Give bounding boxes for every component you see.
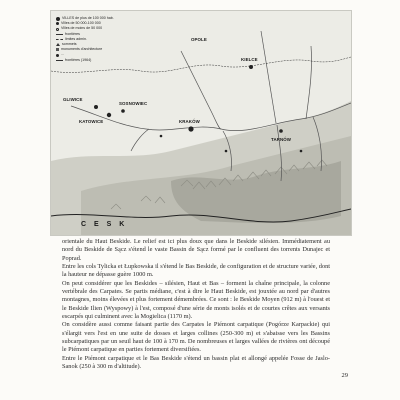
city-medium-icon: [56, 22, 59, 25]
map-legend: [56, 16, 138, 63]
body-text: [62, 238, 330, 372]
legend-row: sommets: [56, 42, 138, 47]
legend-row: VILLES de plus de 100 000 hab.: [56, 16, 138, 21]
legend-row: limites admin.: [56, 37, 138, 42]
paragraph: Entre le Piémont carpatique et le Bas Beskide s'étend un bassin plat et allongé appelée Fosse de Jaslo-Sanok (250 à 300 m d'altitude).: [62, 354, 330, 371]
map-label-kielce: KIELCE: [241, 57, 258, 62]
map-label-sosnowiec: SOSNOWIEC: [119, 101, 148, 106]
line-icon: [56, 60, 63, 61]
city-small-icon: [56, 28, 59, 31]
dashed-line-icon: [56, 39, 63, 40]
page-number: 29: [341, 372, 348, 379]
legend-row: Villes de moins de 50 000: [56, 26, 138, 31]
legend-row: Villes de 50 000-100 000: [56, 21, 138, 26]
legend-row: monuments d'architecture: [56, 47, 138, 52]
city-large-icon: [56, 17, 60, 21]
legend-row: ...: [56, 52, 138, 57]
paragraph: orientale du Haut Beskide. Le relief est ici plus doux que dans le Beskide silésien. Immédiatement au nord du Beskide de Sącz s'étend le vaste Bassin de Sącz formé par le confluent des torrents Dunajec et Poprad.: [62, 238, 330, 262]
map-label-krakow: KRAKÓW: [179, 119, 200, 124]
border-line-icon: [56, 34, 63, 35]
paragraph: On peut considérer que les Beskides – silésien, Haut et Bas – forment la chaîne principale, la colonne vertébrale des Carpates. Se partis médiane, c'est à dire le Haut Beskide, est jouxtée au nord par d'autres montagnes, moins élevées et plus fortement démembrées. Ce sont : le Beskide Moyen (912 m) à l'ouest et le Beskide Ilien (Wyspowy) à l'est, composé d'une série de monts isolés et de courtes crêtes aux versants escarpés qui culminent avec la Mogielica (1170 m).: [62, 279, 330, 321]
map-label-tarnow: TARNÓW: [271, 137, 292, 142]
legend-row: frontières (1964): [56, 58, 138, 63]
map-label-gliwice: GLIWICE: [63, 97, 83, 102]
map-label-opole: OPOLE: [191, 37, 207, 42]
paragraph: Entre les cols Tylicka et Łupkowska il s'étend le Bas Beskide, de configuration et de structure variée, dont la hauteur ne dépasse guère 1000 m.: [62, 263, 330, 279]
peak-icon: [56, 43, 60, 46]
paragraph: On considère aussi comme faisant partie des Carpates le Piémont carpatique (Pogórze Karpackie) qui s'élargit vers l'est en une suite de dosses et larges collines (250-300 m) et s'abaisse vers les Bassins subcarpatiques par un seuil haut de 100 à 170 m. De nombreuses et larges vallées de rivières ont découpé le Piémont carpatique en parties fortement diversifiées.: [62, 321, 330, 354]
map-label-country: C E S K: [81, 221, 128, 228]
map-label-katowice: KATOWICE: [79, 119, 104, 124]
legend-row: frontières: [56, 32, 138, 37]
dot-icon: [56, 54, 59, 57]
region-map: [50, 10, 352, 236]
monument-icon: [56, 48, 59, 51]
